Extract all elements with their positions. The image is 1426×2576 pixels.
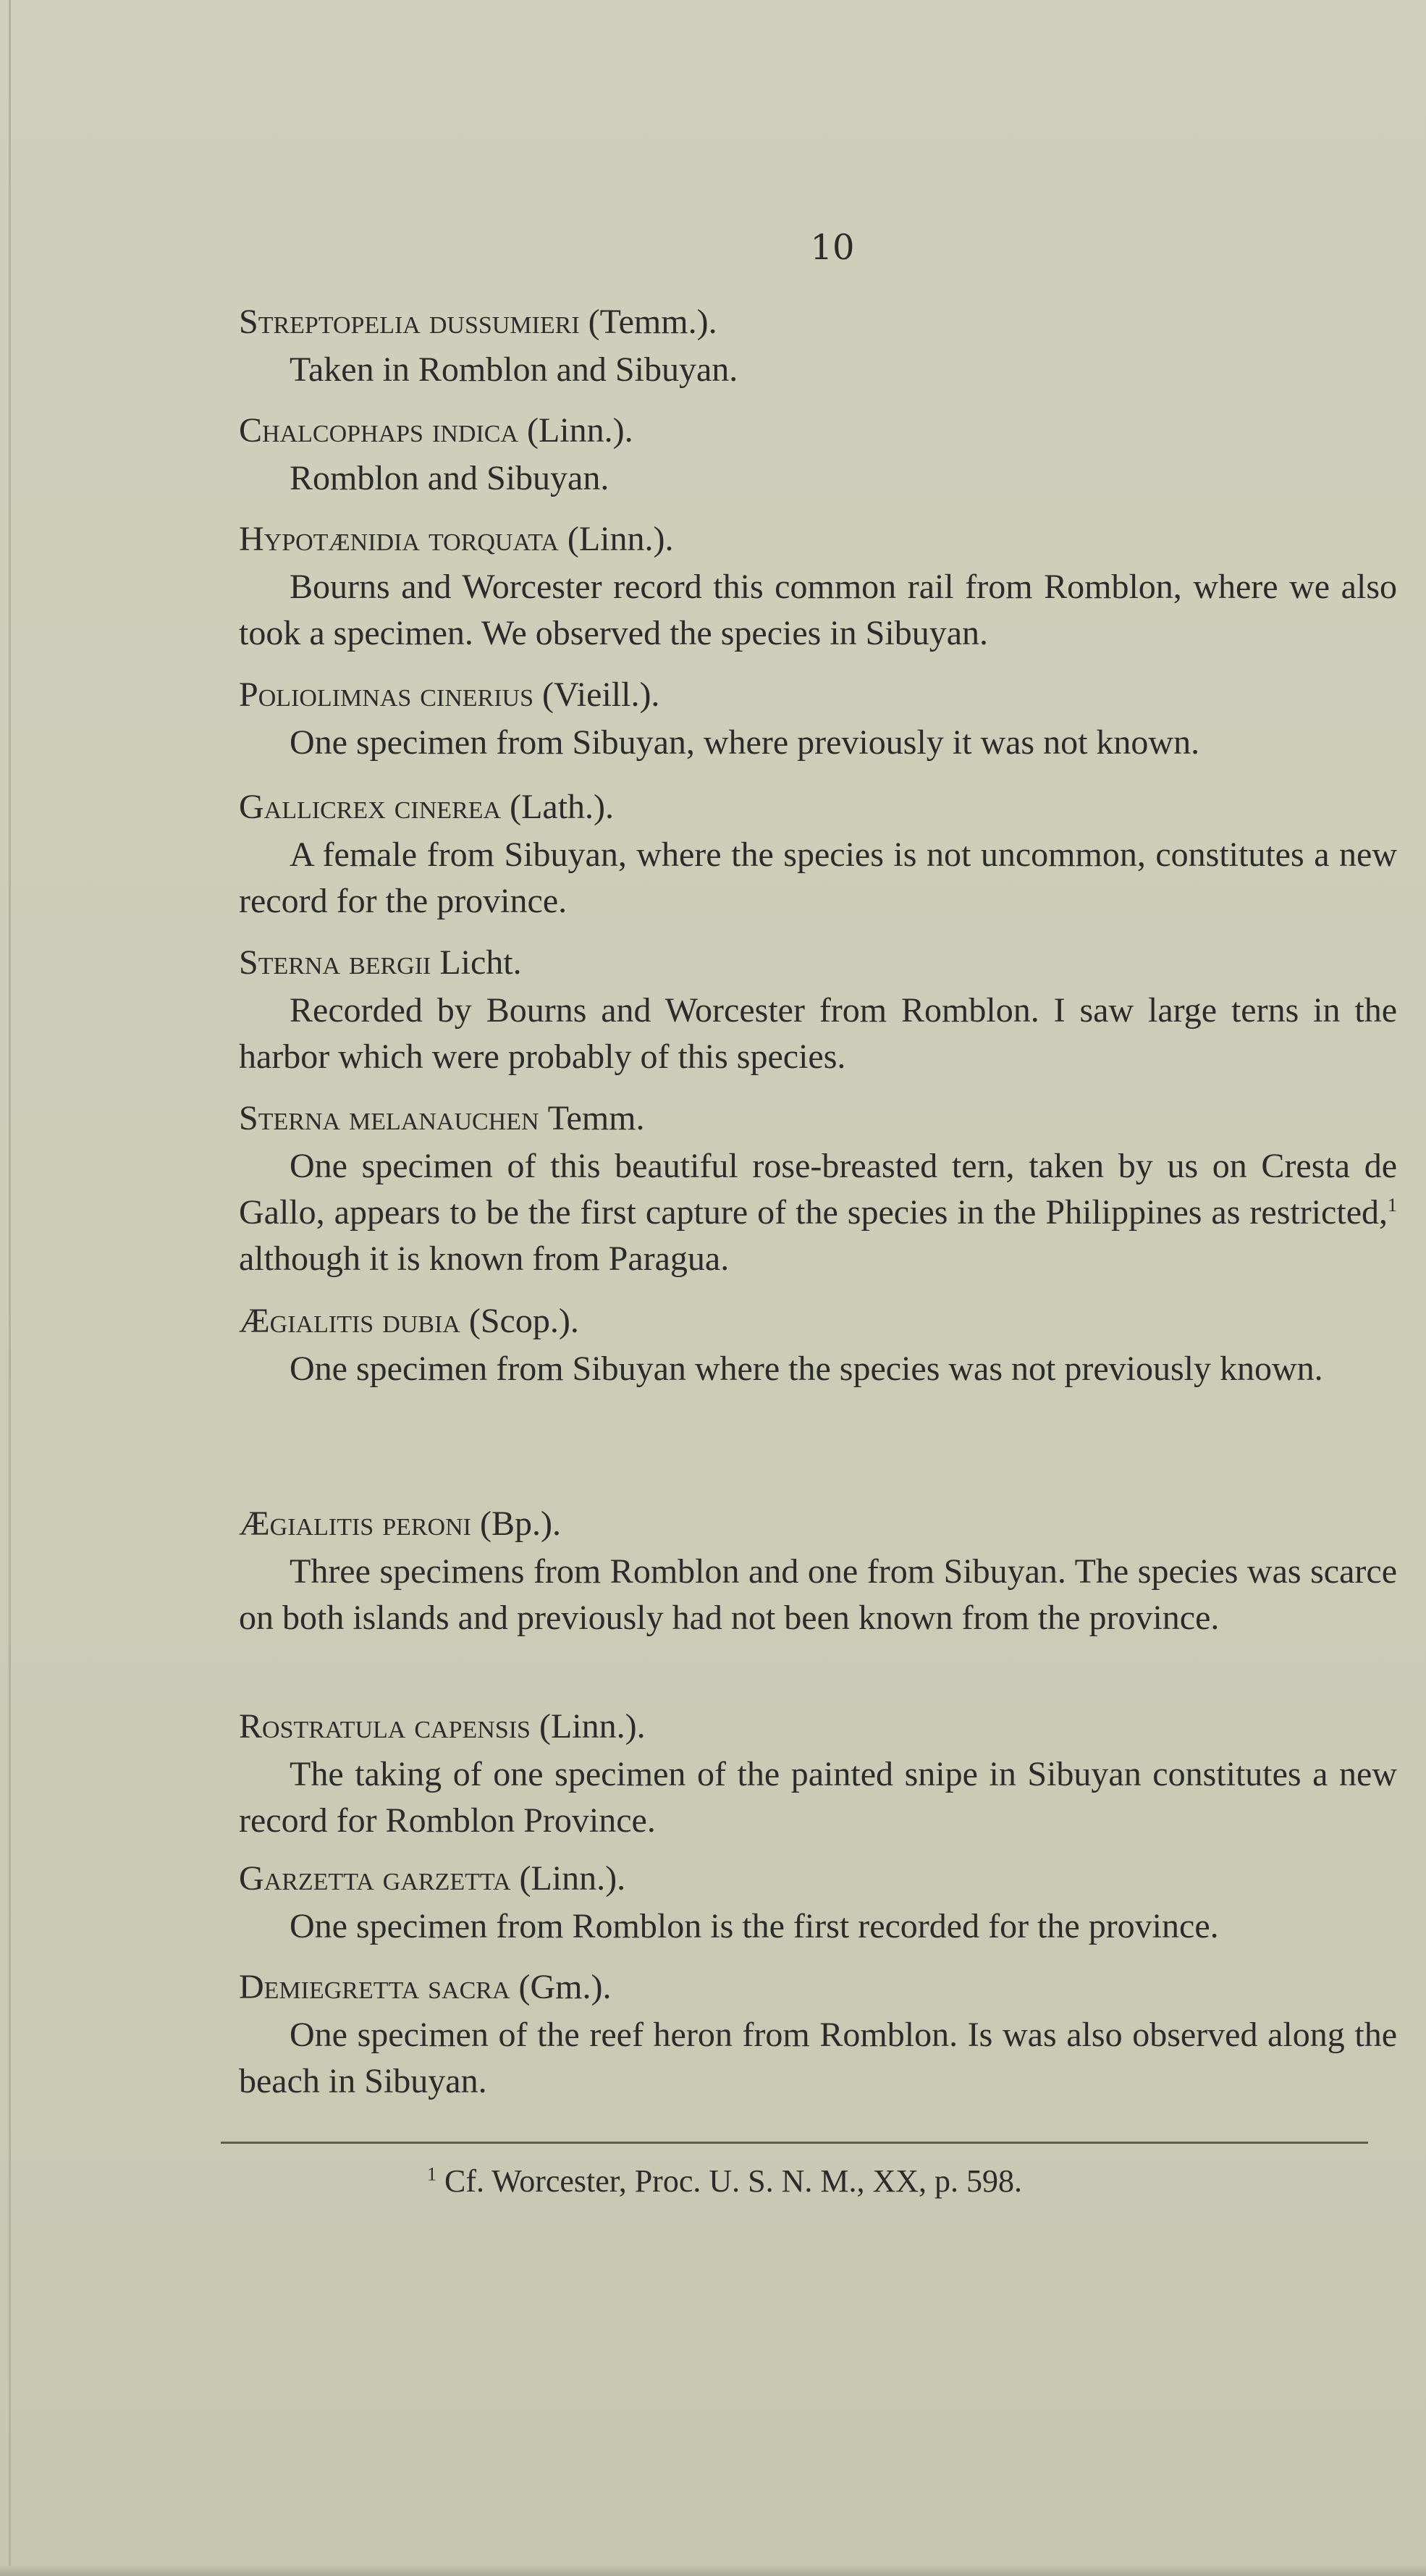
species-entry xyxy=(239,1857,1397,1950)
species-entry xyxy=(239,1966,1397,2105)
species-text: The taking of one specimen of the painted snipe in Sibuyan constitutes a new record for Romblon Province. xyxy=(239,1755,1397,1840)
species-heading xyxy=(239,518,1397,561)
species-heading xyxy=(239,941,1397,985)
species-authority: (Linn.). xyxy=(567,520,674,558)
species-heading xyxy=(239,1966,1397,2009)
species-text: Three specimens from Romblon and one from Sibuyan. The species was scarce on both islands and previously had not been known from the province. xyxy=(239,1552,1397,1637)
species-heading xyxy=(239,1857,1397,1901)
species-authority: Licht. xyxy=(439,943,522,982)
species-entry xyxy=(239,786,1397,925)
species-name: Streptopelia dussumieri xyxy=(239,303,580,341)
species-name: Sterna bergii xyxy=(239,943,431,982)
species-text: Romblon and Sibuyan. xyxy=(290,459,609,497)
species-heading xyxy=(239,409,1397,453)
species-authority: (Bp.). xyxy=(480,1504,561,1543)
species-heading xyxy=(239,673,1397,717)
species-text: One specimen from Sibuyan where the species was not previously known. xyxy=(290,1350,1323,1388)
species-name: Hypotænidia torquata xyxy=(239,520,559,558)
page-left-edge xyxy=(9,0,11,2576)
species-text: One specimen from Sibuyan, where previously it was not known. xyxy=(290,723,1200,762)
species-entry xyxy=(239,1300,1397,1392)
species-name: Poliolimnas cinerius xyxy=(239,675,534,714)
species-heading xyxy=(239,1502,1397,1546)
species-authority: (Linn.). xyxy=(539,1707,646,1746)
species-name: Rostratula capensis xyxy=(239,1707,531,1746)
species-text: Bourns and Worcester record this common rail from Romblon, where we also took a specimen. We observed the species in Sibuyan. xyxy=(239,568,1397,652)
species-entry xyxy=(239,409,1397,502)
species-entry xyxy=(239,941,1397,1080)
species-entry xyxy=(239,300,1397,393)
species-text: One specimen from Romblon is the first recorded for the province. xyxy=(290,1907,1219,1945)
species-name: Gallicrex cinerea xyxy=(239,788,502,826)
species-name: Sterna melanauchen xyxy=(239,1099,539,1137)
species-text-rest: although it is known from Paragua. xyxy=(239,1239,730,1278)
footnote-divider xyxy=(221,2142,1368,2144)
page-number: 10 xyxy=(810,227,855,268)
species-text: A female from Sibuyan, where the species is not uncommon, constitutes a new record for the province. xyxy=(239,835,1397,920)
species-authority: (Temm.). xyxy=(588,303,717,341)
species-authority: (Vieill.). xyxy=(542,675,660,714)
species-text xyxy=(239,1143,1397,1282)
species-heading xyxy=(239,1097,1397,1140)
species-name: Ægialitis peroni xyxy=(239,1504,471,1543)
species-authority: (Gm.). xyxy=(518,1968,612,2006)
species-entry xyxy=(239,1705,1397,1844)
species-entry xyxy=(239,1097,1397,1282)
species-heading xyxy=(239,786,1397,829)
footnote-text: Cf. Worcester, Proc. U. S. N. M., XX, p. 598. xyxy=(436,2163,1023,2199)
species-authority: (Lath.). xyxy=(510,788,615,826)
species-text: Recorded by Bourns and Worcester from Romblon. I saw large terns in the harbor which were probably of this species. xyxy=(239,991,1397,1076)
species-text-main: One specimen of this beautiful rose-breasted tern, taken by us on Cresta de Gallo, appears to be the first capture of the species in the Philippines as restricted, xyxy=(239,1147,1397,1232)
species-authority: (Linn.). xyxy=(519,1859,626,1898)
species-entry xyxy=(239,673,1397,766)
footnote xyxy=(427,2161,1022,2202)
footnote-ref: 1 xyxy=(1388,1195,1397,1216)
species-authority: (Scop.). xyxy=(468,1302,579,1340)
species-authority: Temm. xyxy=(547,1099,645,1137)
species-heading xyxy=(239,1705,1397,1748)
page-bottom-edge xyxy=(0,2566,1426,2576)
species-name: Demiegretta sacra xyxy=(239,1968,510,2006)
species-authority: (Linn.). xyxy=(526,411,633,450)
species-text: One specimen of the reef heron from Romblon. Is was also observed along the beach in Sibuyan. xyxy=(239,2016,1397,2100)
species-text: Taken in Romblon and Sibuyan. xyxy=(290,350,738,389)
species-entry xyxy=(239,518,1397,657)
footnote-marker: 1 xyxy=(427,2163,436,2185)
species-heading xyxy=(239,1300,1397,1343)
species-name: Garzetta garzetta xyxy=(239,1859,511,1898)
species-name: Chalcophaps indica xyxy=(239,411,518,450)
species-entry xyxy=(239,1502,1397,1641)
species-name: Ægialitis dubia xyxy=(239,1302,460,1340)
species-heading xyxy=(239,300,1397,344)
